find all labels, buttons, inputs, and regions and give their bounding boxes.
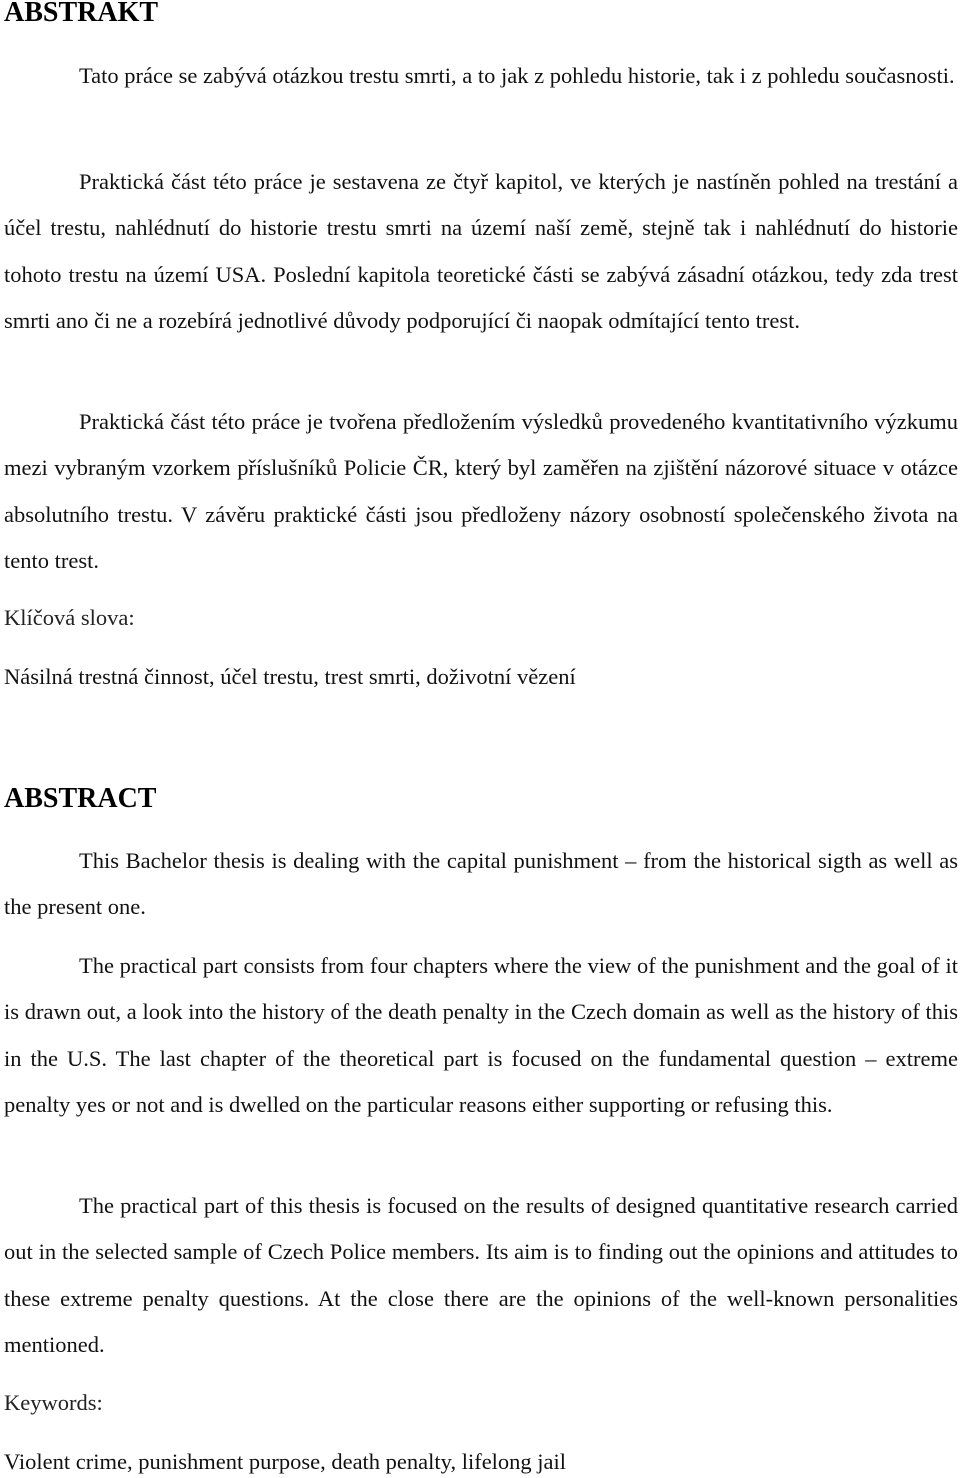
czech-keywords-list: Násilná trestná činnost, účel trestu, trest smrti, doživotní vězení — [4, 664, 576, 689]
english-paragraph-practice: The practical part of this thesis is focused on the results of designed quantitative research carried out in the selected sample of Czech Police members. Its aim is to finding out the opinions and attitudes to these extreme penalty questions. At the close there are the opinions of the well-known personalities mentioned. — [4, 1193, 958, 1357]
english-keywords-list: Violent crime, punishment purpose, death penalty, lifelong jail — [4, 1449, 567, 1474]
czech-paragraph-practice: Praktická část této práce je tvořena předložením výsledků provedeného kvantitativního výzkumu mezi vybraným vzorkem příslušníků Policie ČR, který byl zaměřen na zjištění názorové situace v otázce absolutního trestu. V závěru praktické části jsou předloženy názory osobností společenského života na tento trest. — [4, 409, 958, 573]
czech-keywords-label: Klíčová slova: — [4, 605, 135, 630]
english-abstract-heading: ABSTRACT — [4, 783, 157, 814]
english-keywords-label: Keywords: — [4, 1390, 103, 1415]
english-paragraph-theory: The practical part consists from four chapters where the view of the punishment and the goal of it is drawn out, a look into the history of the death penalty in the Czech domain as well as the history of this in the U.S. The last chapter of the theoretical part is focused on the fundamental question – extreme penalty yes or not and is dwelled on the particular reasons either supporting or refusing this. — [4, 953, 958, 1117]
czech-paragraph-theory: Praktická část této práce je sestavena ze čtyř kapitol, ve kterých je nastíněn pohled na trestání a účel trestu, nahlédnutí do historie trestu smrti na území naší země, stejně tak i nahlédnutí do historie tohoto trestu na území USA. Poslední kapitola teoretické části se zabývá zásadní otázkou, tedy zda trest smrti ano či ne a rozebírá jednotlivé důvody podporující či naopak odmítající tento trest. — [4, 169, 958, 333]
czech-paragraph-intro: Tato práce se zabývá otázkou trestu smrti, a to jak z pohledu historie, tak i z pohledu současnosti. — [79, 63, 955, 88]
czech-abstract-heading: ABSTRAKT — [4, 0, 159, 28]
english-paragraph-intro: This Bachelor thesis is dealing with the capital punishment – from the historical sigth as well as the present one. — [4, 848, 958, 920]
